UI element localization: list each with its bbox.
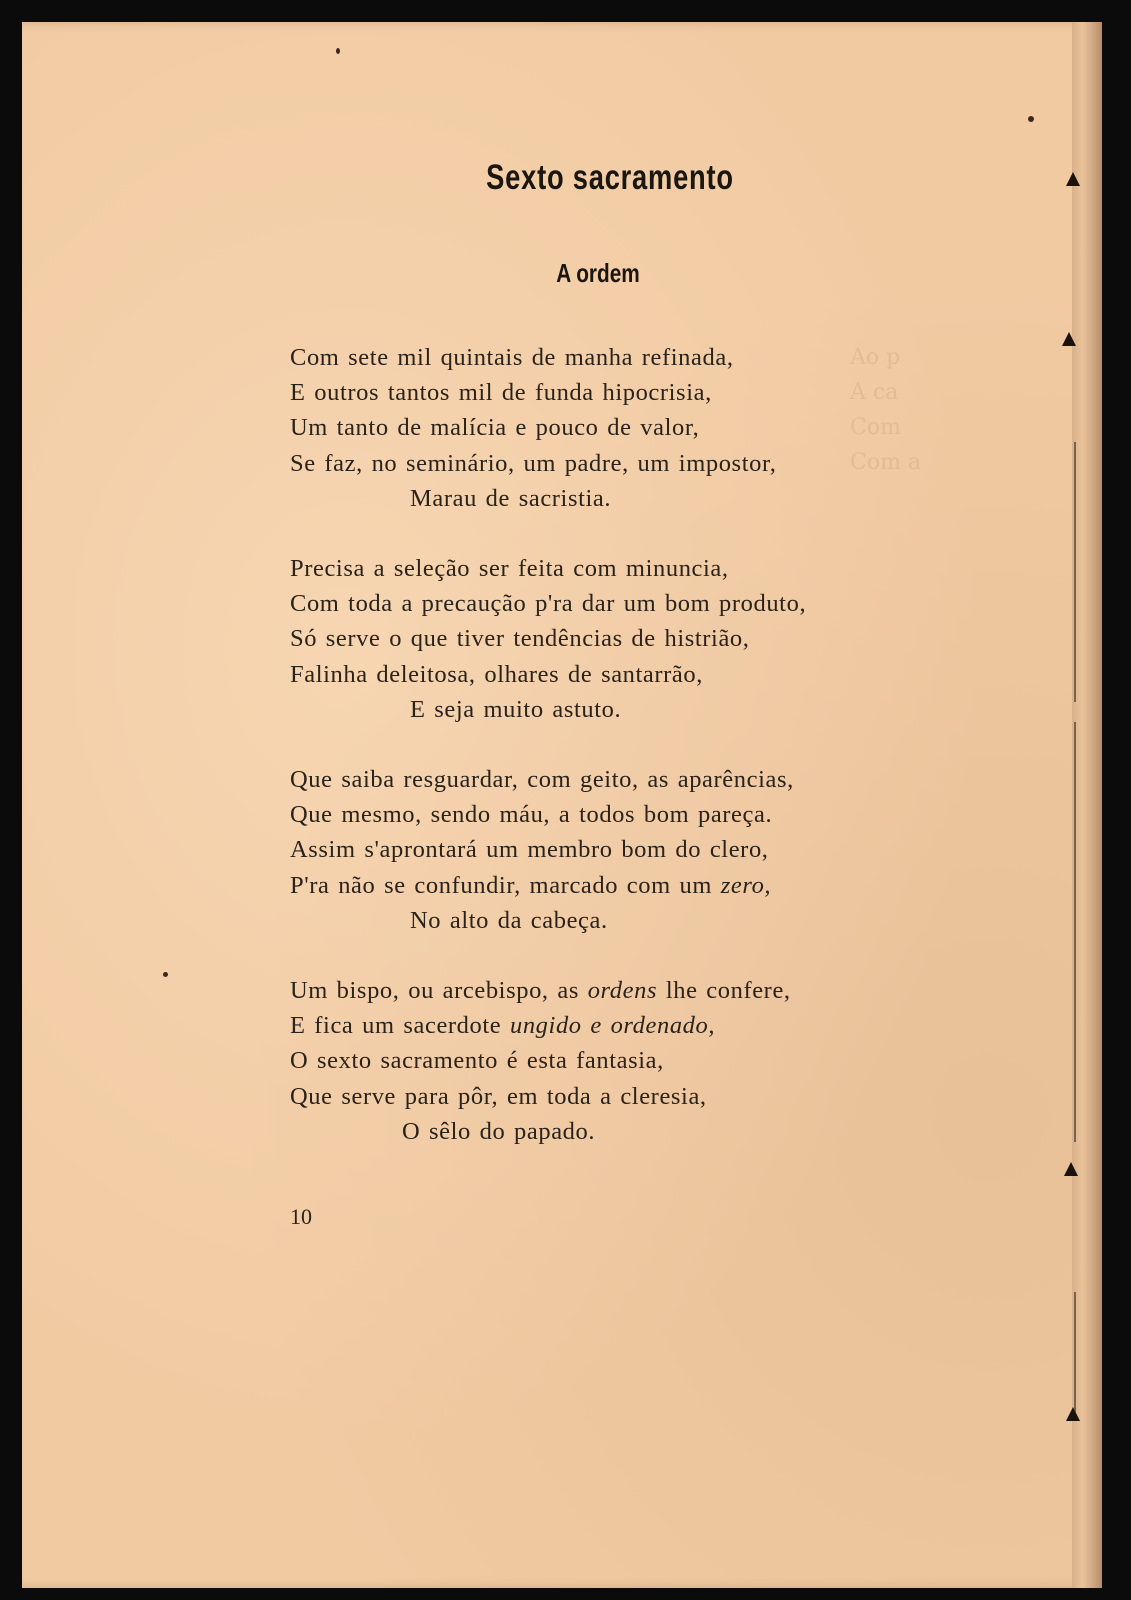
verse-line: No alto da cabeça. [410,906,608,934]
verse-line: Que mesmo, sendo máu, a todos bom pareça. [290,801,773,829]
poem-body [290,340,940,1184]
stanza-3 [290,762,940,938]
binding-edge [1072,22,1102,1588]
verse-line: Precisa a seleção ser feita com minuncia, [290,555,729,583]
binding-stitch [1074,442,1076,702]
verse-text: P'ra não se confundir, marcado com um [290,871,721,899]
verse-line [290,973,940,1008]
page-number: 10 [290,1204,312,1229]
verse-line: Com toda a precaução p'ra dar um bom produto, [290,590,807,618]
stanza-2 [290,551,940,727]
verse-line: E outros tantos mil de funda hipocrisia, [290,379,712,407]
verse-line: Marau de sacristia. [410,484,612,512]
verse-text: lhe confere, [657,977,791,1005]
verse-line: Só serve o que tiver tendências de histrião, [290,625,750,653]
binding-mark [1062,332,1076,346]
binding-stitch [1074,722,1076,1142]
verse-line: Um tanto de malícia e pouco de valor, [290,414,700,442]
verse-line [290,868,940,903]
emphasis-text: ordens [587,977,658,1005]
verse-line: O sêlo do papado. [402,1117,596,1145]
verse-line: Se faz, no seminário, um padre, um impostor, [290,449,777,477]
verse-line: Que serve para pôr, em toda a cleresia, [290,1082,707,1110]
verse-text: E fica um sacerdote [290,1012,510,1040]
stanza-4 [290,973,940,1149]
verse-line: E seja muito astuto. [410,695,622,723]
page-title: Sexto sacramento [486,158,734,197]
verse-line: Falinha deleitosa, olhares de santarrão, [290,660,703,688]
verse-line: Com sete mil quintais de manha refinada, [290,344,734,371]
binding-mark [1064,1162,1078,1176]
verse-line [290,1008,940,1043]
bleed-through-text: Ao p A ca Com Com a [850,345,922,475]
section-subtitle: A ordem [556,258,640,288]
verse-line: Que saiba resguardar, com geito, as aparências, [290,766,794,794]
paper-speck [1028,116,1034,122]
paper-speck [336,48,340,54]
emphasis-text: zero, [720,871,772,899]
stanza-1 [290,340,940,516]
paper-speck [163,972,168,977]
binding-mark [1066,1407,1080,1421]
verse-text: Um bispo, ou arcebispo, as [290,977,588,1005]
verse-line: Assim s'aprontará um membro bom do clero, [290,836,769,864]
verse-line: O sexto sacramento é esta fantasia, [290,1047,664,1075]
emphasis-text: ungido e ordenado, [509,1012,716,1040]
binding-stitch [1074,1292,1076,1412]
